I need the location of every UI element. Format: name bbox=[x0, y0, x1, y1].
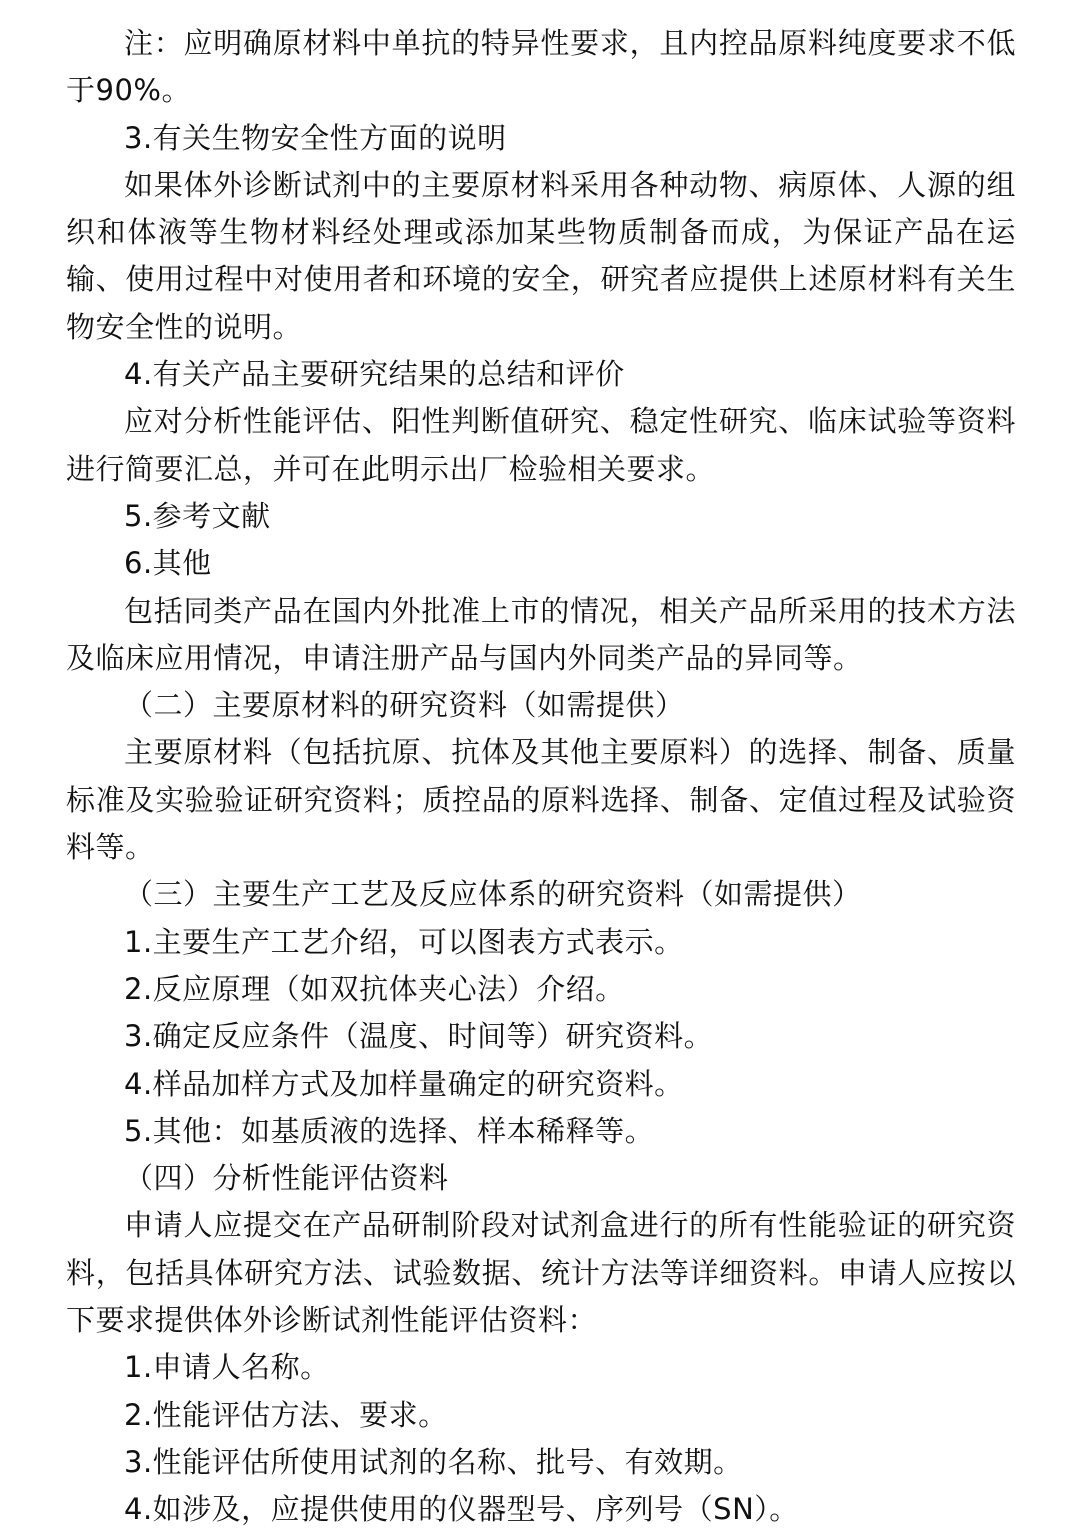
section-heading-performance-evaluation: （四）分析性能评估资料 bbox=[124, 1161, 449, 1196]
list-item: 4.样品加样方式及加样量确定的研究资料。 bbox=[124, 1066, 684, 1101]
raw-materials-paragraph: 主要原材料（包括抗原、抗体及其他主要原料）的选择、制备、质量标准及实验验证研究资料；质控品的原料选择、制备、定值过程及试验资料等。 bbox=[66, 735, 1016, 865]
list-item: 4.如涉及，应提供使用的仪器型号、序列号（SN）。 bbox=[124, 1492, 799, 1527]
document-page bbox=[66, 20, 1016, 1534]
note-paragraph: 注：应明确原材料中单抗的特异性要求，且内控品原料纯度要求不低于90%。 bbox=[66, 26, 1016, 108]
list-item: 2.性能评估方法、要求。 bbox=[124, 1397, 448, 1432]
list-item: 1.主要生产工艺介绍，可以图表方式表示。 bbox=[124, 924, 684, 959]
section-heading-raw-materials: （二）主要原材料的研究资料（如需提供） bbox=[124, 688, 685, 723]
other-paragraph: 包括同类产品在国内外批准上市的情况，相关产品所采用的技术方法及临床应用情况，申请注册产品与国内外同类产品的异同等。 bbox=[66, 593, 1016, 675]
section-heading-production-process: （三）主要生产工艺及反应体系的研究资料（如需提供） bbox=[124, 877, 862, 912]
biosafety-paragraph: 如果体外诊断试剂中的主要原材料采用各种动物、病原体、人源的组织和体液等生物材料经处理或添加某些物质制备而成，为保证产品在运输、使用过程中对使用者和环境的安全，研究者应提供上述原材料有关生物安全性的说明。 bbox=[66, 167, 1016, 344]
list-item: 1.申请人名称。 bbox=[124, 1350, 330, 1385]
list-item: 3.确定反应条件（温度、时间等）研究资料。 bbox=[124, 1019, 714, 1054]
list-item: 3.性能评估所使用试剂的名称、批号、有效期。 bbox=[124, 1444, 743, 1479]
heading-references: 5.参考文献 bbox=[124, 498, 271, 533]
heading-other: 6.其他 bbox=[124, 546, 212, 581]
list-item: 2.反应原理（如双抗体夹心法）介绍。 bbox=[124, 971, 625, 1006]
list-item: 5.其他：如基质液的选择、样本稀释等。 bbox=[124, 1113, 655, 1148]
research-summary-paragraph: 应对分析性能评估、阳性判断值研究、稳定性研究、临床试验等资料进行简要汇总，并可在此明示出厂检验相关要求。 bbox=[66, 404, 1016, 486]
performance-evaluation-paragraph: 申请人应提交在产品研制阶段对试剂盒进行的所有性能验证的研究资料，包括具体研究方法、试验数据、统计方法等详细资料。申请人应按以下要求提供体外诊断试剂性能评估资料： bbox=[66, 1208, 1016, 1338]
heading-biosafety: 3.有关生物安全性方面的说明 bbox=[124, 120, 507, 155]
heading-research-summary: 4.有关产品主要研究结果的总结和评价 bbox=[124, 357, 625, 392]
